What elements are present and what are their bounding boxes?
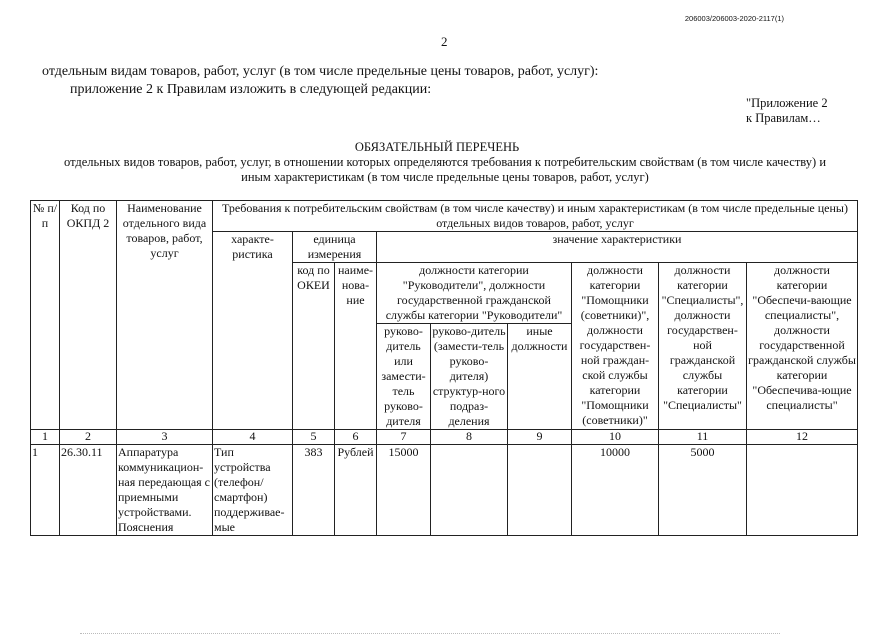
header-head-of-unit: руково-дитель (замести-тель руково-дителя) структур-ного подраз-деления <box>432 324 506 428</box>
header-name: Наименование отдельного вида товаров, работ, услуг <box>117 201 213 430</box>
column-number: 8 <box>431 430 508 445</box>
column-number: 3 <box>117 430 213 445</box>
row-unit-name: Рублей <box>335 445 377 536</box>
document-subtitle: отдельных видов товаров, работ, услуг, в отношении которых определяются требования к потребительским свойствам (в том числе качеству) и иным характеристикам (в том числе предельные цены товаров, работ, услуг) <box>63 155 827 184</box>
requirements-table <box>30 200 858 536</box>
appendix-line-2: к Правилам… <box>746 111 821 125</box>
header-num: № п/п <box>31 201 60 430</box>
header-unit: единица измерения <box>293 232 377 263</box>
row-support <box>747 445 858 536</box>
appendix-reference <box>746 96 828 126</box>
row-other <box>508 445 572 536</box>
appendix-line-1: "Приложение 2 <box>746 96 828 110</box>
column-number: 7 <box>377 430 431 445</box>
header-value: значение характеристики <box>377 232 858 263</box>
table-row <box>31 445 858 536</box>
header-other: иные должности <box>508 324 572 430</box>
page-number: 2 <box>441 34 448 49</box>
column-number: 10 <box>572 430 659 445</box>
column-number: 9 <box>508 430 572 445</box>
row-num: 1 <box>31 445 60 536</box>
row-characteristic: Тип устройства (телефон/ смартфон) поддерживае-мые <box>213 445 293 536</box>
column-number: 11 <box>659 430 747 445</box>
column-number: 4 <box>213 430 293 445</box>
row-unit-code: 383 <box>293 445 335 536</box>
row-name: Аппаратура коммуникацион-ная передающая с приемными устройствами. Пояснения <box>117 445 213 536</box>
column-number: 5 <box>293 430 335 445</box>
header-assistants: должности категории "Помощники (советники)", должности государствен-ной граждан-ской службы категории "Помощники (советники)" <box>572 263 659 430</box>
row-specialists: 5000 <box>659 445 747 536</box>
header-characteristic: характе-ристика <box>213 232 293 430</box>
intro-line-2: приложение 2 к Правилам изложить в следующей редакции: <box>70 82 432 97</box>
header-unit-code: код по ОКЕИ <box>293 263 335 430</box>
document-id: 206003/206003-2020-2117(1) <box>684 14 784 23</box>
header-unit-name: наиме-нова-ние <box>335 263 377 430</box>
header-okpd: Код по ОКПД 2 <box>60 201 117 430</box>
header-requirements: Требования к потребительским свойствам (в том числе качеству) и иным характеристикам (в том числе предельные цены) отдельных видов товаров, работ, услуг <box>213 201 858 232</box>
column-number: 2 <box>60 430 117 445</box>
header-row-1 <box>31 201 858 232</box>
header-head-or-deputy: руково-дитель или замести-тель руково-дителя <box>377 324 431 430</box>
row-okpd: 26.30.11 <box>60 445 117 536</box>
row-head-or-deputy: 15000 <box>377 445 431 536</box>
row-assistants: 10000 <box>572 445 659 536</box>
column-number: 1 <box>31 430 60 445</box>
intro-line-1: отдельным видам товаров, работ, услуг (в том числе предельные цены товаров, работ, услуг): <box>42 64 599 79</box>
document-title: ОБЯЗАТЕЛЬНЫЙ ПЕРЕЧЕНЬ <box>354 140 520 154</box>
row-head-of-unit <box>431 445 508 536</box>
column-number: 12 <box>747 430 858 445</box>
header-managers: должности категории "Руководители", должности государственной гражданской службы категории "Руководители" <box>377 263 572 324</box>
header-support: должности категории "Обеспечи-вающие специалисты", должности государственной гражданской службы категории "Обеспечива-ющие специалисты" <box>747 263 858 430</box>
column-number: 6 <box>335 430 377 445</box>
page-bottom-edge <box>80 633 780 634</box>
header-specialists: должности категории "Специалисты", должности государствен-ной гражданской службы категории "Специалисты" <box>659 263 747 430</box>
column-number-row <box>31 430 858 445</box>
